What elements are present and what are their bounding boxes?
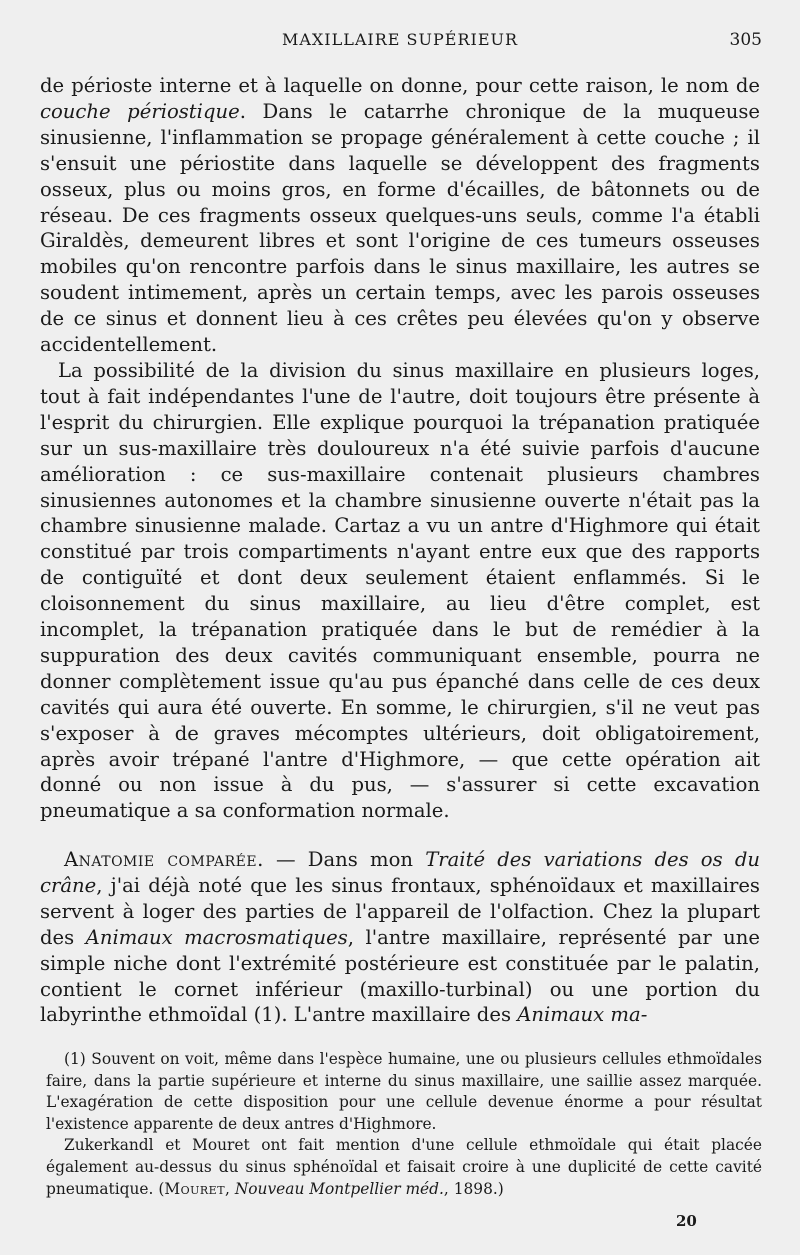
paragraph-1-rest: . Dans le catarrhe chronique de la muqueuse sinusienne, l'inflammation se propage généralement à cette couche ; il s'ensuit une périostite dans laquelle se développent des fragments osseux, plus ou moins gros, en forme d'écailles, de bâtonnets ou de réseau. De ces fragments osseux quelques-uns seuls, comme l'a établi Giraldès, demeurent libres et sont l'origine de ces tumeurs osseuses mobiles qu'on rencontre parfois dans le sinus maxillaire, les autres se soudent intimement, après un certain temps, avec les parois osseuses de ce sinus et donnent lieu à ces crêtes peu élevées qu'on y observe accidentellement. — [40, 99, 761, 357]
paragraph-3-text-1: — Dans mon — [263, 848, 426, 871]
paragraph-1 — [40, 73, 760, 358]
page-number: 305 — [729, 30, 762, 50]
running-header — [0, 30, 800, 58]
footnote-2-end: , 1898.) — [443, 1179, 504, 1198]
running-title: MAXILLAIRE SUPÉRIEUR — [281, 30, 519, 49]
footnote-2-text: Zukerkandl et Mouret ont fait mention d'une cellule ethmoïdale qui était placée également au-dessus du sinus sphénoïdal et faisait croire à une duplicité de cette cavité pneumatique. ( — [46, 1136, 762, 1198]
paragraph-3-emphasis-2: Animaux macrosmatiques — [85, 925, 348, 949]
paragraph-2: La possibilité de la division du sinus maxillaire en plusieurs loges, tout à fait indépendantes l'une de l'autre, doit toujours être présente à l'esprit du chirurgien. Elle explique pourquoi la trépanation pratiquée sur un sus-maxillaire très douloureux n'a été suivie parfois d'aucune amélioration : ce sus-maxillaire contenait plusieurs chambres sinusiennes autonomes et la chambre sinusienne ouverte n'était pas la chambre sinusienne malade. Cartaz a vu un antre d'Highmore qui était constitué par trois compartiments n'ayant entre eux que des rapports de contiguïté et dont deux seulement étaient enflammés. Si le cloisonnement du sinus maxillaire, au lieu d'être complet, est incomplet, la trépanation pratiquée dans le but de remédier à la suppuration des deux cavités communiquant ensemble, pourra ne donner complètement issue qu'au pus épanché dans celle de ces deux cavités qui aura été ouverte. En somme, le chirurgien, s'il ne veut pas s'exposer à de graves mécomptes ultérieurs, doit obligatoirement, après avoir trépané l'antre d'Highmore, — que cette opération ait donné ou non issue à du pus, — s'assurer si cette excavation pneumatique a sa conformation normale. — [40, 358, 760, 823]
body-text — [40, 73, 760, 824]
paragraph-1-emphasis: couche périostique — [40, 99, 240, 123]
comparative-anatomy-section — [40, 847, 760, 1028]
paragraph-3-text-2: , j'ai déjà noté que les sinus frontaux, sphénoïdaux et maxillaires servent à loger des parties de l'appareil de l'olfaction. Chez la plupart des — [40, 873, 760, 949]
signature-mark: 20 — [676, 1212, 697, 1230]
section-heading: Anatomie comparée. — [64, 848, 264, 871]
paragraph-1-text: de périoste interne et à laquelle on donne, pour cette raison, le nom de — [40, 74, 760, 97]
footnote-2-author: Mouret — [164, 1179, 226, 1198]
footnote-2-separator: , — [225, 1179, 235, 1198]
paragraph-3-text-3: , l'antre maxillaire, représenté par une simple niche dont l'extrémité postérieure est constituée par le palatin, contient le cornet inférieur (maxillo-turbinal) ou une portion du labyrinthe ethmoïdal (1). L'antre maxillaire des — [40, 925, 761, 1027]
paragraph-3-emphasis-1: Traité des variations des os du crâne — [40, 848, 761, 897]
footnotes — [46, 1049, 762, 1200]
paragraph-3 — [40, 847, 760, 1028]
footnote-2 — [46, 1135, 762, 1200]
paragraph-3-emphasis-3: Animaux ma- — [517, 1003, 648, 1027]
footnote-1: (1) Souvent on voit, même dans l'espèce humaine, une ou plusieurs cellules ethmoïdales faire, dans la partie supérieure et interne du sinus maxillaire, une saillie assez marquée. L'exagération de cette disposition pour une cellule devenue énorme a pour résultat l'existence apparente de deux antres d'Highmore. — [46, 1050, 762, 1133]
footnote-2-journal: Nouveau Montpellier méd. — [234, 1179, 444, 1198]
